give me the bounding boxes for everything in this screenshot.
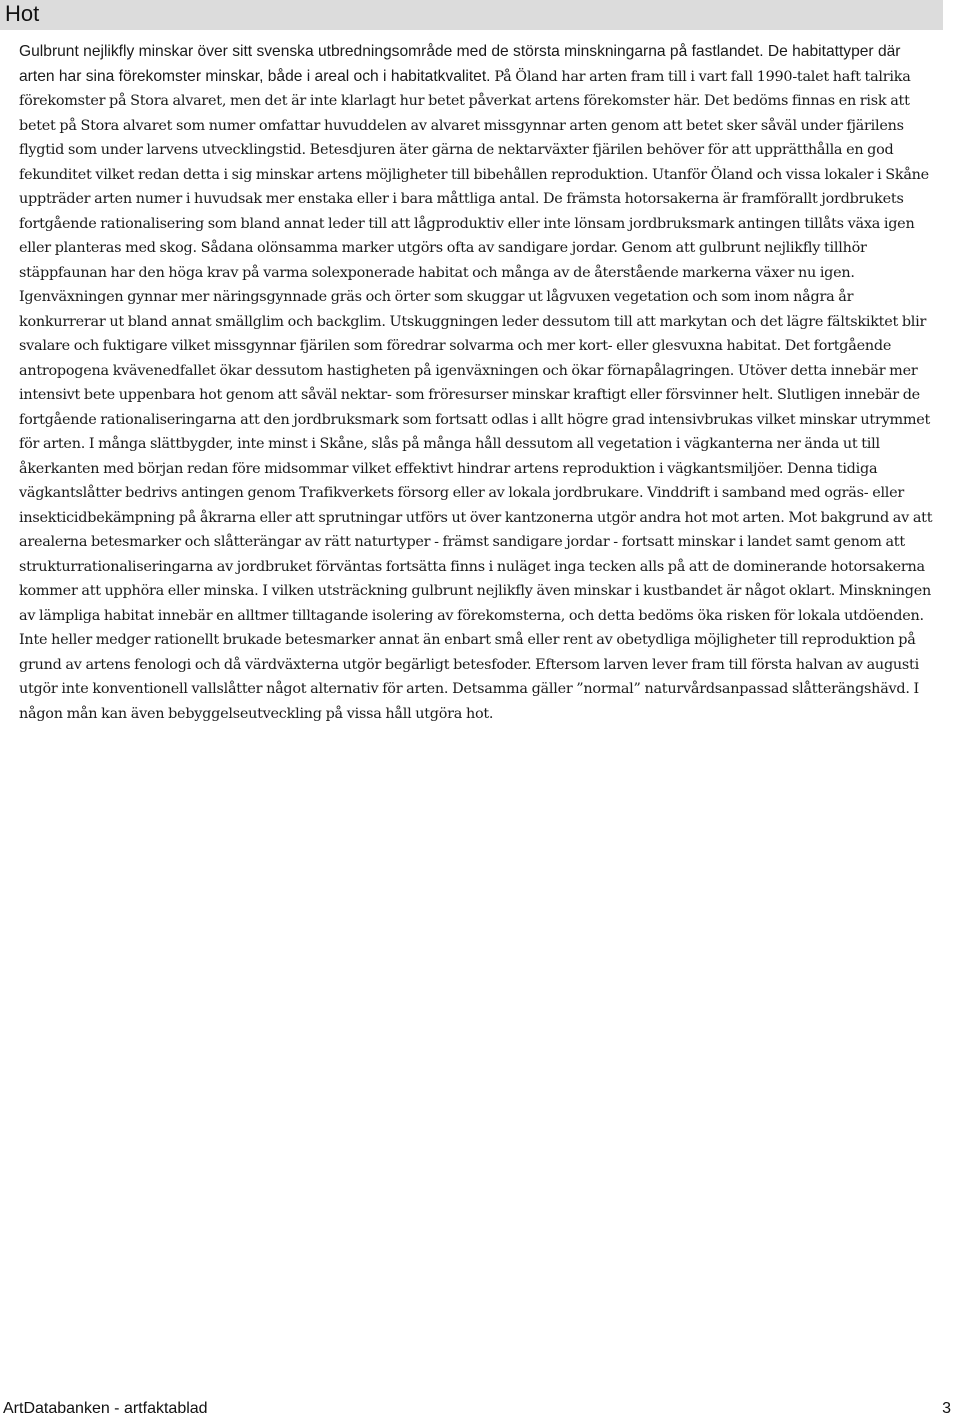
body-text: På Öland har arten fram till i vart fall 1990-talet haft talrika förekomster på Stora alvaret, men det är inte klarlagt hur betet påverkat artens förekomster här. Det bedöms finnas en risk att betet på Stora alvaret som numer omfattar huvuddelen av alvaret missgynnar arten genom att betet sker såväl under fjärilens flygtid som under larvens utvecklingstid. Betesdjuren äter gärna de nektarväxter fjärilen behöver för att upprätthålla en god fekunditet vilket redan detta i sig minskar artens möjligheter till bibehållen reproduktion. Utanför Öland och vissa lokaler i Skåne uppträder arten numer i huvudsak mer enstaka eller i bara måttliga antal. De främsta hotorsakerna är framförallt jordbrukets fortgående rationalisering som bland annat leder till att lågproduktiv eller inte lönsam jordbruksmark antingen tillåts växa igen eller planteras med skog. Sådana olönsamma marker utgörs ofta av sandigare jordar. Genom att gulbrunt nejlikfly tillhör stäppfaunan har den höga krav på varma solexponerade habitat och många av de återstående markerna växer nu igen. Igenväxningen gynnar mer näringsgynnade gräs och örter som skuggar ut lågvuxen vegetation och som inom några år konkurrerar ut bland annat smällglim och backglim. Utskuggningen leder dessutom till att markytan och det lägre fältskiktet blir svalare och fuktigare vilket missgynnar fjärilen som föredrar solvarma och mer kort- eller glesvuxna habitat. Det fortgående antropogena kvävenedfallet ökar dessutom hastigheten på igenväxningen och ökar förnapålagringen. Utöver detta innebär mer intensivt bete uppenbara hot genom att såväl nektar- som fröresurser minskar kraftigt eller försvinner helt. Slutligen innebär de fortgående rationaliseringarna att den jordbruksmark som fortsatt odlas i allt högre grad intensivbrukas vilket minskar utrymmet för arten. I många slättbygder, inte minst i Skåne, slås på många håll dessutom all vegetation i vägkanterna ner ända ut till åkerkanten med början redan före midsommar vilket effektivt hindrar artens reproduktion i vägkantsmiljöer. Denna tidiga vägkantslåtter bedrivs antingen genom Trafikverkets försorg eller av lokala jordbrukare. Vinddrift i samband med ogräs- eller insekticidbekämpning på åkrarna eller att sprutningar utförs ut över kantzonerna utgör andra hot mot arten. Mot bakgrund av att arealerna betesmarker och slåtterängar av rätt naturtyper - främst sandigare jordar - fortsatt minskar i landet samt genom att strukturrationaliseringarna av jordbruket förväntas fortsätta finns i nuläget inga tecken alls på att de dominerande hotorsakerna kommer att upphöra eller minska. I vilken utsträckning gulbrunt nejlikfly även minskar i kustbandet är något oklart. Minskningen av lämpliga habitat innebär en alltmer tilltagande isolering av förekomsterna, och detta bedöms öka risken för lokala utdöenden. Inte heller medger rationellt brukade betesmarker annat än enbart små eller rent av obetydliga möjligheter till reproduktion på grund av artens fenologi och då värdväxterna utgör begärligt betesfoder. Eftersom larven lever fram till första halvan av augusti utgör inte konventionell vallslåtter något alternativ för arten. Detsamma gäller ”normal” naturvårdsanpassad slåtterängshävd. I någon mån kan även bebyggelseutveckling på vissa håll utgöra hot. bbox=[19, 68, 933, 722]
hot-paragraph bbox=[19, 40, 937, 726]
page-footer bbox=[0, 1399, 960, 1419]
page-number: 3 bbox=[942, 1400, 951, 1417]
lead-text: Gulbrunt nejlikfly minskar över sitt svenska utbredningsområde med de största minskningarna på fastlandet. De habitattyper där arten har sina förekomster minskar, både i areal och i habitatkvalitet. bbox=[19, 43, 901, 85]
footer-source: ArtDatabanken - artfaktablad bbox=[3, 1400, 208, 1417]
section-title: Hot bbox=[5, 1, 40, 26]
section-header bbox=[0, 0, 943, 30]
